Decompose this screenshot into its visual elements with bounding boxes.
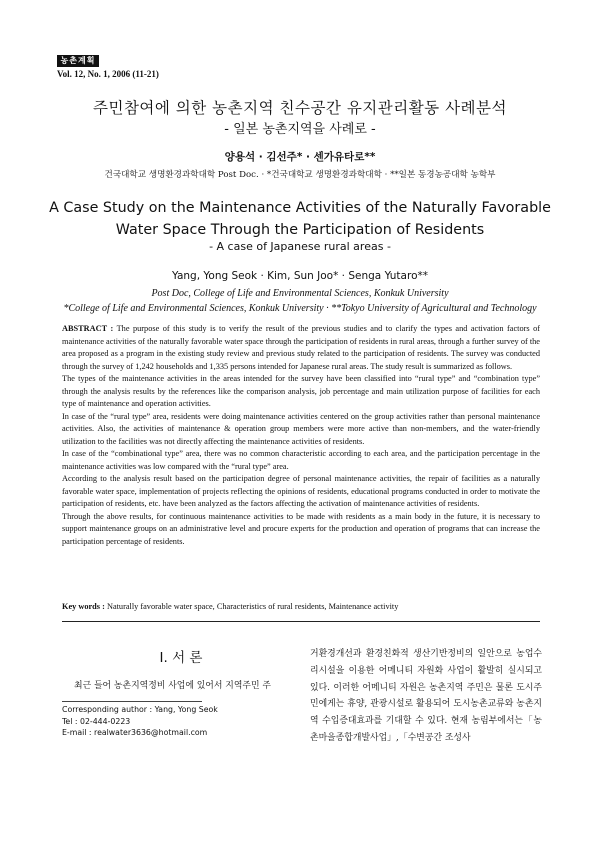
- footnote-author: Corresponding author : Yang, Yong Seok: [62, 705, 218, 714]
- english-affiliation-1: Post Doc, College of Life and Environmental Sciences, Konkuk University: [151, 288, 449, 299]
- english-title: A Case Study on the Maintenance Activities of the Naturally Favorable Water Space Through the Participation of Residents: [49, 200, 551, 238]
- english-subtitle: - A case of Japanese rural areas -: [209, 240, 391, 253]
- corresponding-author-footnote: [62, 704, 218, 739]
- abstract-paragraph: In case of the “rural type” area, residents were doing maintenance activities centered on the group activities rather than personal maintenance activities. Also, the activities of maintenance & operation group members were more active than non-members, and the water-friendly utilization to the facilities was not directly affecting the maintenance activities of residents.: [62, 411, 540, 446]
- keywords-text: Naturally favorable water space, Characteristics of rural residents, Maintenance activity: [106, 602, 399, 611]
- keywords-label: Key words :: [62, 602, 105, 611]
- footnote-tel: Tel : 02-444-0223: [62, 716, 131, 726]
- right-column-text: 거환경개선과 환경친화적 생산기반정비의 일안으로 농업수리시설을 이용한 어메니티 자원화 사업이 활발히 실시되고 있다. 이러한 어메니티 자원은 농촌지역 주민은 물론 도시주민에게는 휴양, 관광시설로 활용되어 도시농촌교류와 농촌지역 수입증대효과를 기대할 수 있다. 현재 농림부에서는「농촌마을종합개발사업」,「수변공간 조성사: [310, 649, 542, 743]
- abstract-divider: [62, 621, 540, 622]
- english-authors: Yang, Yong Seok · Kim, Sun Joo* · Senga Yutaro**: [171, 270, 428, 282]
- abstract-text: The purpose of this study is to verify the result of the previous studies and to clarify the types and activation factors of maintenance activities of the naturally favorable water space through the participation of residents in rural areas, through a further survey of the area proposed as a program in the existing study review and previous study related to the participation of residents. The survey was conducted through the survey of 1,242 households and 1,335 persons intended for Japanese rural areas. The study result is summarized as follows.: [62, 324, 540, 371]
- footnote-email: E-mail : realwater3636@hotmail.com: [62, 728, 208, 737]
- english-affiliation-2: *College of Life and Environmental Sciences, Konkuk University · **Tokyo University of Agricultural and Technology: [63, 303, 537, 314]
- abstract-paragraph: The types of the maintenance activities in the areas intended for the survey have been classified into “rural type” and “combination type” through the analysis results by the references like the comparison analysis, job percentage and main utilization purpose of facilities for each type of maintenance and operation activities.: [62, 374, 540, 408]
- korean-authors: 양용석 · 김선주* · 센가유타로**: [224, 151, 376, 163]
- left-column-text: 최근 들어 농촌지역정비 사업에 있어서 지역주민 주: [74, 681, 271, 691]
- korean-title: 주민참여에 의한 농촌지역 친수공간 유지관리활동 사례분석: [93, 99, 507, 117]
- abstract-label: ABSTRACT :: [62, 324, 114, 333]
- section-heading: I. 서 론: [159, 650, 203, 666]
- korean-subtitle: - 일본 농촌지역을 사례로 -: [224, 122, 376, 137]
- korean-affiliations: 건국대학교 생명환경과학대학 Post Doc. · *건국대학교 생명환경과학대학 · **일본 동경농공대학 농학부: [104, 170, 496, 180]
- abstract-paragraph: According to the analysis result based on the participation degree of personal maintenance activities, the repair of facilities as a naturally favorable water space, implementation of projects reflecting the opinions of residents, educational programs conducted in order to motivate the participation of residents, etc. have been analyzed as the factors affecting the activation of maintenance activities of residents.: [62, 474, 540, 508]
- journal-badge: 농촌계획: [57, 55, 99, 67]
- abstract-paragraph: In case of the “combinational type” area, there was no common characteristic according to each area, and the participation percentage in the maintenance activities was low compared with the “rural type” area.: [62, 449, 540, 471]
- abstract-paragraph: Through the above results, for continuous maintenance activities to be made with residents as a main body in the future, it is necessary to support maintenance groups on an administrative level and procure experts for the production and operation of programs that can increase the participation percentage of residents.: [62, 511, 540, 546]
- volume-info: Vol. 12, No. 1, 2006 (11-21): [57, 69, 159, 79]
- abstract-block: [62, 323, 540, 548]
- keywords: [62, 602, 540, 611]
- abstract-paragraph: [62, 323, 540, 373]
- footnote-divider: [62, 701, 202, 702]
